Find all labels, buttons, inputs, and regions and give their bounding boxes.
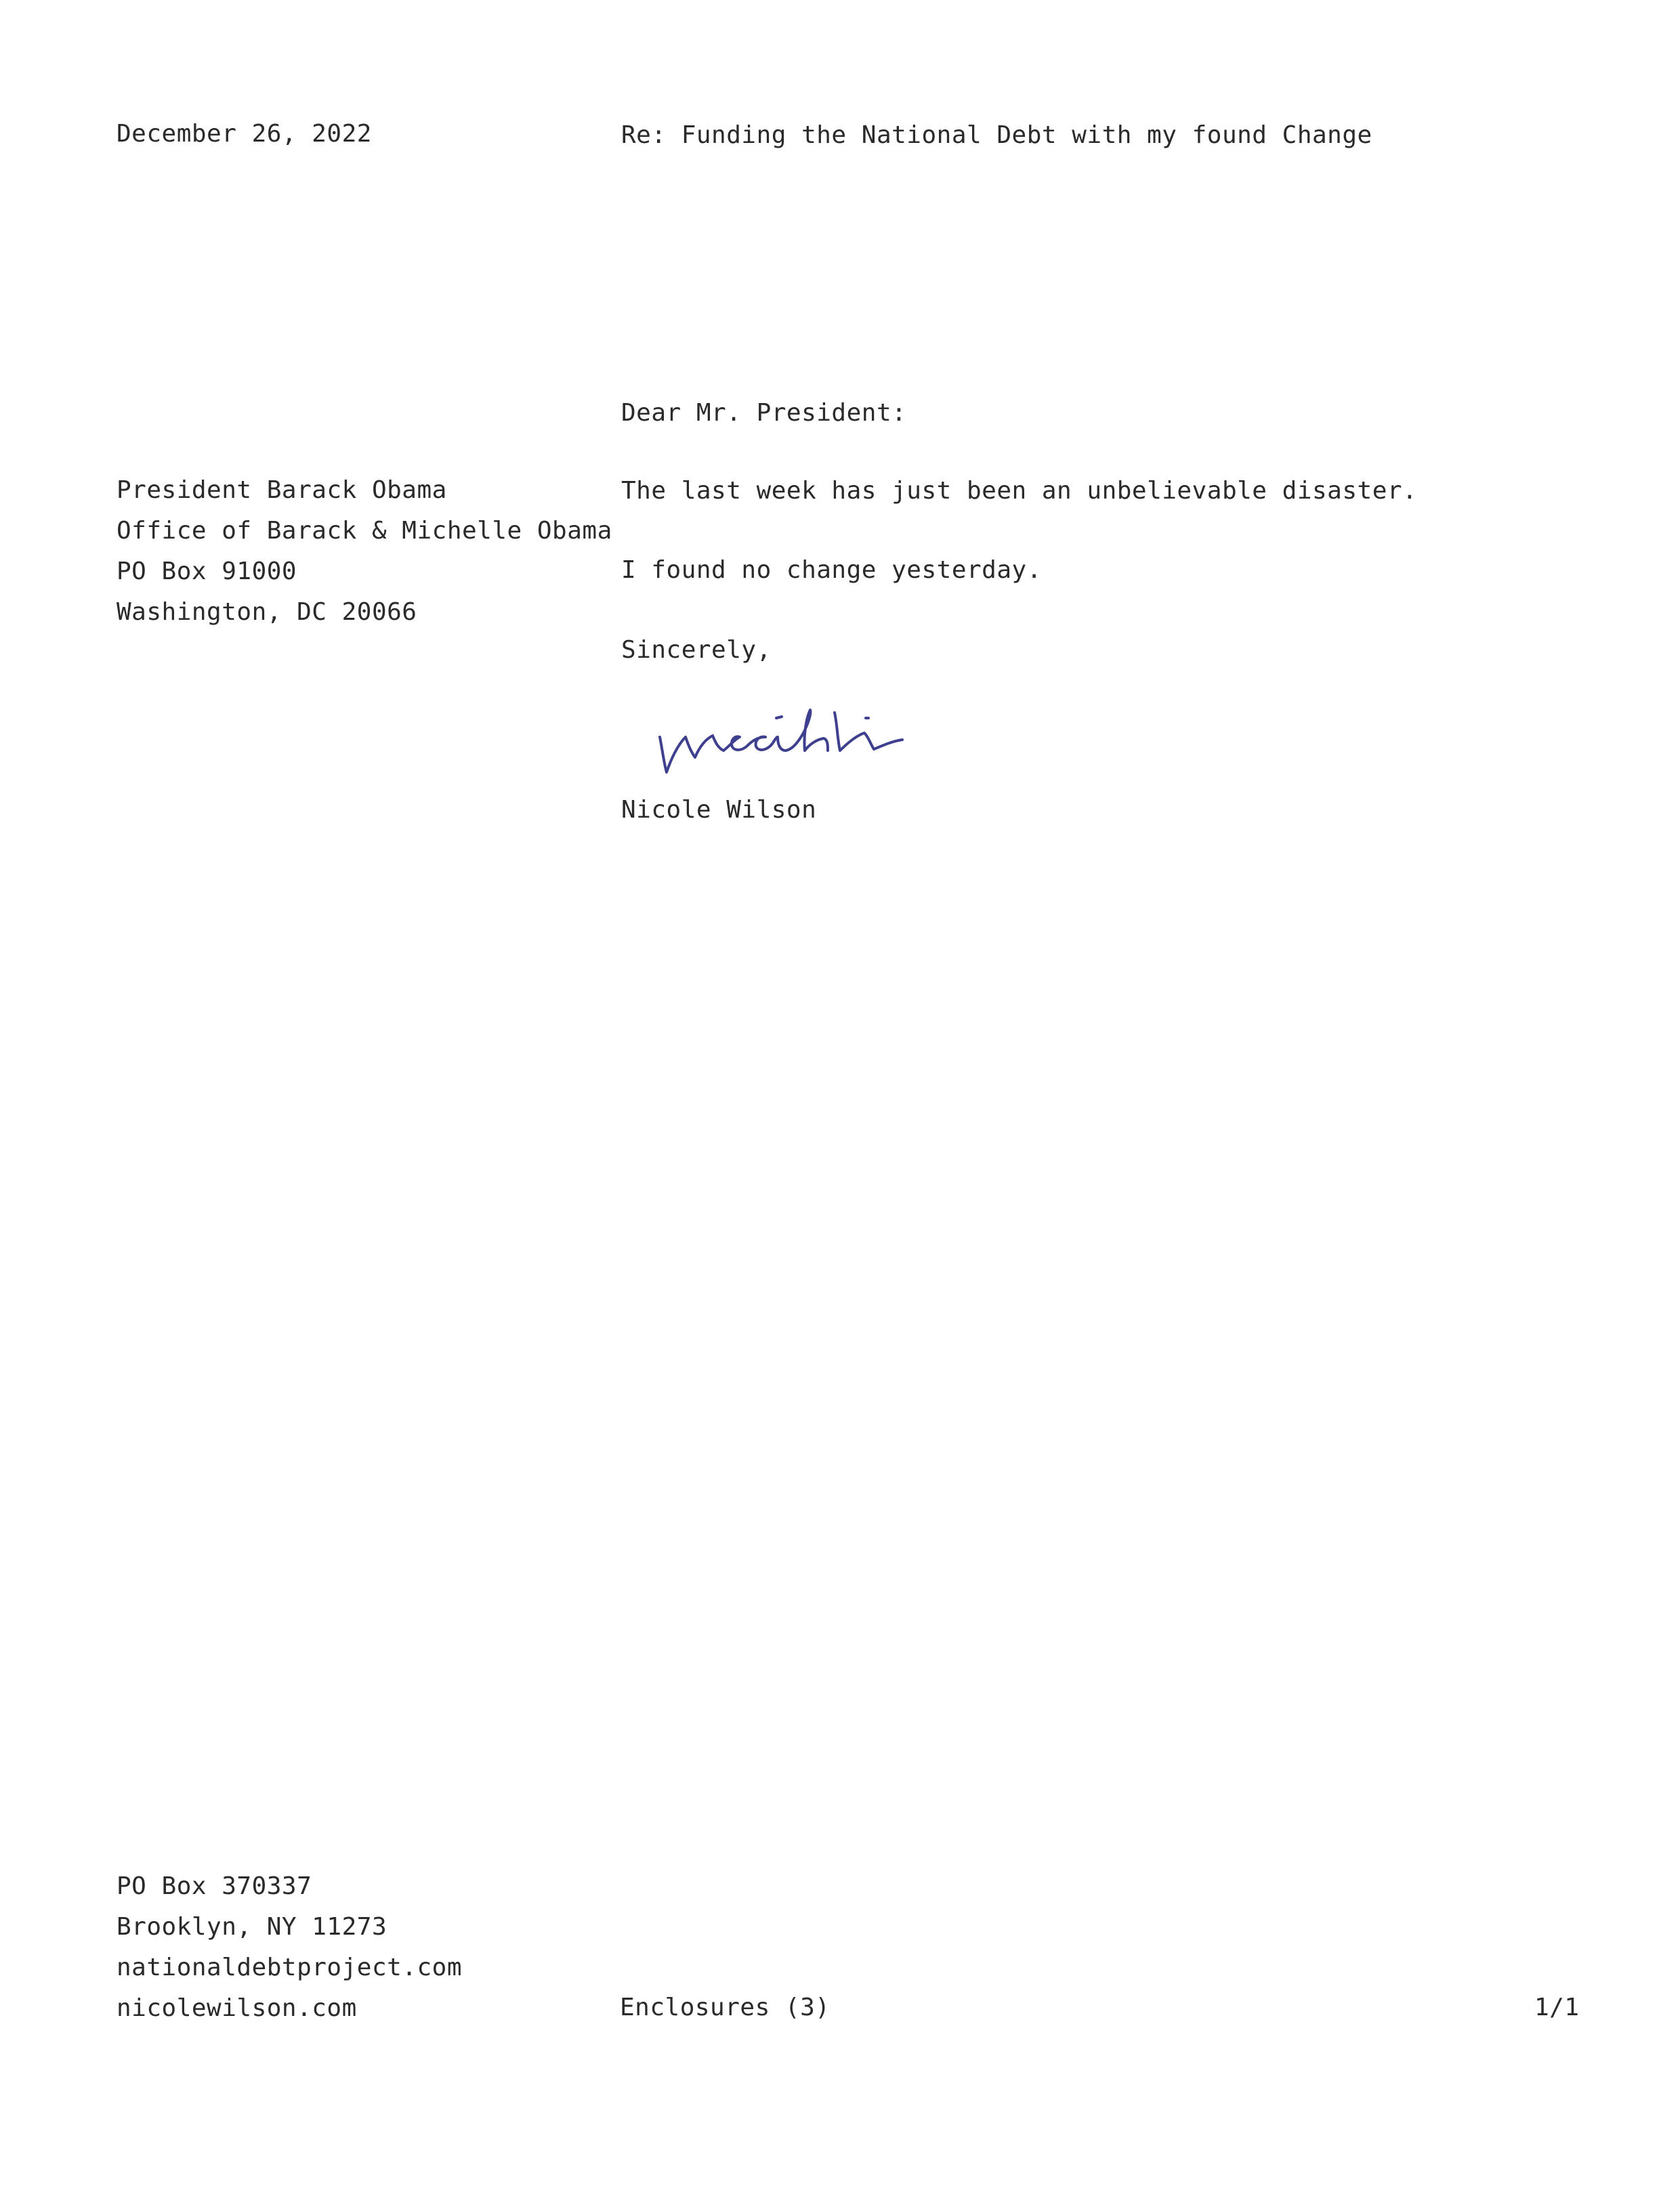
closing: Sincerely, bbox=[621, 636, 772, 664]
recipient-line: Washington, DC 20066 bbox=[117, 598, 417, 626]
recipient-line: Office of Barack & Michelle Obama bbox=[117, 517, 612, 545]
sender-address bbox=[117, 1866, 462, 2029]
handwritten-signature bbox=[650, 698, 962, 779]
recipient-address bbox=[117, 470, 612, 633]
letter-date: December 26, 2022 bbox=[117, 120, 372, 148]
body-paragraph: The last week has just been an unbelievable disaster. bbox=[621, 477, 1418, 505]
signature-name: Nicole Wilson bbox=[621, 796, 817, 824]
recipient-line: PO Box 91000 bbox=[117, 557, 297, 585]
sender-line: nicolewilson.com bbox=[117, 1994, 357, 2022]
enclosures-note: Enclosures (3) bbox=[620, 1994, 831, 2021]
sender-line: Brooklyn, NY 11273 bbox=[117, 1913, 387, 1941]
sender-line: PO Box 370337 bbox=[117, 1872, 312, 1900]
letter-subject: Re: Funding the National Debt with my found Change bbox=[621, 121, 1372, 149]
sender-line: nationaldebtproject.com bbox=[117, 1954, 462, 1981]
body-paragraph: I found no change yesterday. bbox=[621, 556, 1042, 584]
salutation: Dear Mr. President: bbox=[621, 399, 907, 427]
recipient-line: President Barack Obama bbox=[117, 476, 447, 504]
page-number: 1/1 bbox=[1534, 1994, 1580, 2021]
